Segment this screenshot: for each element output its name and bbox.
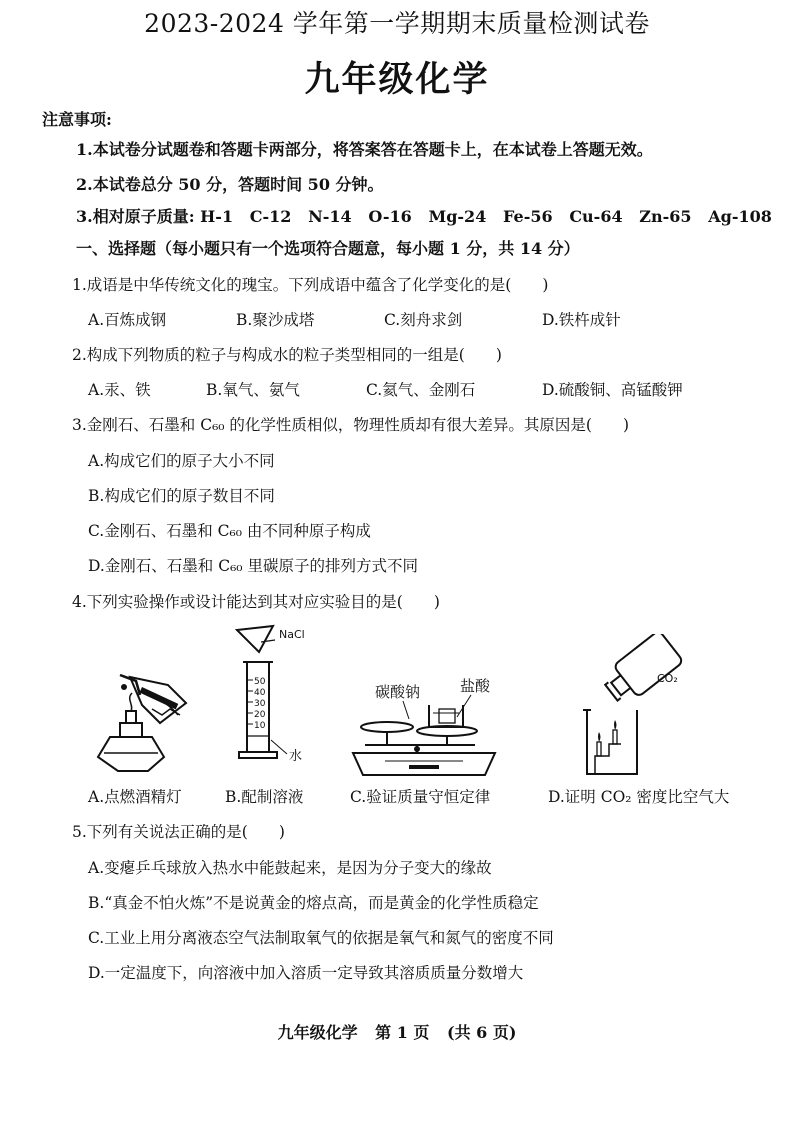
- nacl-label: NaCl: [279, 628, 305, 641]
- question-4-stem: 4.下列实验操作或设计能达到其对应实验目的是( ): [72, 593, 440, 611]
- tick-50: 50: [254, 677, 266, 687]
- q1-option-d: D.铁杵成针: [542, 311, 621, 329]
- notice-item-2: 2.本试卷总分 50 分，答题时间 50 分钟。: [76, 175, 384, 194]
- tick-40: 40: [254, 688, 266, 698]
- question-2-options: [88, 378, 683, 400]
- q4-caption-a: A.点燃酒精灯: [88, 788, 182, 806]
- q5-option-a: A.变瘪乒乓球放入热水中能鼓起来，是因为分子变大的缘故: [88, 859, 492, 877]
- co2-label: CO₂: [657, 672, 678, 685]
- tick-10: 10: [254, 721, 266, 731]
- q3-option-a: A.构成它们的原子大小不同: [88, 452, 275, 470]
- question-1-stem: 1.成语是中华传统文化的瑰宝。下列成语中蕴含了化学变化的是( ): [72, 276, 549, 294]
- notice-item-1: 1.本试卷分试题卷和答题卡两部分，将答案答在答题卡上，在本试卷上答题无效。: [76, 140, 653, 159]
- figure-d-co2-beaker: [575, 634, 705, 784]
- question-2-stem: 2.构成下列物质的粒子与构成水的粒子类型相同的一组是( ): [72, 346, 502, 364]
- notice-heading: 注意事项:: [42, 110, 112, 129]
- subject-title: 九年级化学: [304, 59, 490, 100]
- q2-option-c: C.氦气、金刚石: [366, 381, 476, 399]
- water-label: 水: [289, 749, 303, 764]
- notice-item-3: 3.相对原子质量: H-1 C-12 N-14 O-16 Mg-24 Fe-56 Cu-64 Zn-65 Ag-108: [76, 207, 772, 226]
- figure-c-balance: [345, 665, 505, 783]
- figure-a-alcohol-lamp: [90, 665, 200, 780]
- q1-option-c: C.刻舟求剑: [384, 311, 463, 329]
- q3-option-b: B.构成它们的原子数目不同: [88, 487, 275, 505]
- footer-subject: 九年级化学: [277, 1023, 358, 1042]
- q1-option-b: B.聚沙成塔: [236, 311, 315, 329]
- question-5-stem: 5.下列有关说法正确的是( ): [72, 823, 285, 841]
- question-1-options: [88, 308, 621, 330]
- q4-caption-b: B.配制溶液: [225, 788, 304, 806]
- q2-option-a: A.汞、铁: [88, 381, 151, 399]
- question-3-stem: 3.金刚石、石墨和 C₆₀ 的化学性质相似，物理性质却有很大差异。其原因是( ): [72, 416, 630, 434]
- sodium-carbonate-label: 碳酸钠: [375, 683, 421, 701]
- q3-option-d: D.金刚石、石墨和 C₆₀ 里碳原子的排列方式不同: [88, 557, 418, 575]
- footer-total: (共 6 页): [447, 1023, 517, 1042]
- footer-page: 第 1 页: [375, 1023, 430, 1042]
- q5-option-b: B.“真金不怕火炼”不是说黄金的熔点高，而是黄金的化学性质稳定: [88, 894, 539, 912]
- q5-option-d: D.一定温度下，向溶液中加入溶质一定导致其溶质质量分数增大: [88, 964, 524, 982]
- q3-option-c: C.金刚石、石墨和 C₆₀ 由不同种原子构成: [88, 522, 371, 540]
- tick-20: 20: [254, 710, 266, 720]
- q5-option-c: C.工业上用分离液态空气法制取氧气的依据是氧气和氮气的密度不同: [88, 929, 554, 947]
- q2-option-b: B.氧气、氨气: [206, 381, 300, 399]
- q1-option-a: A.百炼成钢: [88, 311, 167, 329]
- q4-caption-c: C.验证质量守恒定律: [350, 788, 491, 806]
- exam-title: 2023-2024 学年第一学期期末质量检测试卷: [144, 9, 650, 38]
- hcl-label: 盐酸: [460, 677, 491, 695]
- tick-30: 30: [254, 699, 266, 709]
- figure-b-graduated-cylinder: [225, 622, 325, 782]
- section-heading: 一、选择题（每小题只有一个选项符合题意，每小题 1 分，共 14 分）: [76, 239, 580, 258]
- page-footer: [0, 1020, 794, 1043]
- q4-caption-d: D.证明 CO₂ 密度比空气大: [548, 788, 730, 806]
- q2-option-d: D.硫酸铜、高锰酸钾: [542, 381, 683, 399]
